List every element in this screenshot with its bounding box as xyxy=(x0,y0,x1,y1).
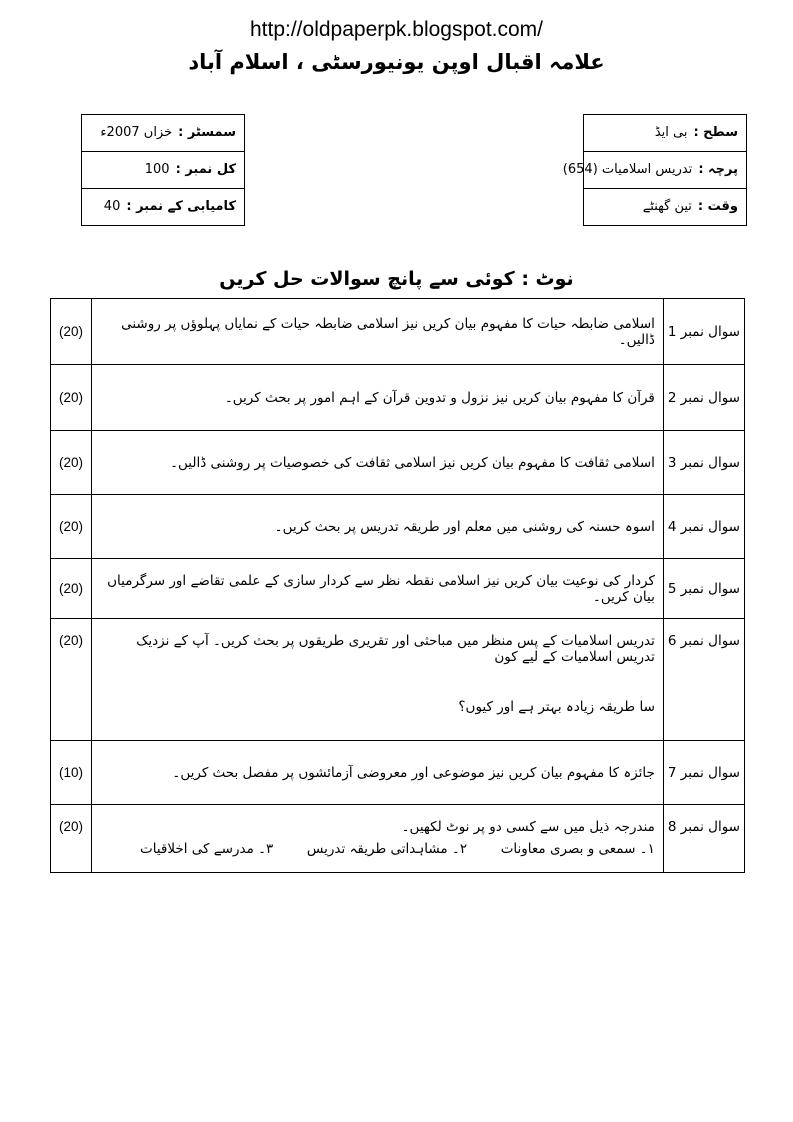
question-row xyxy=(51,741,745,805)
question-number: سوال نمبر 3 xyxy=(663,431,744,495)
time-value: تین گھنٹے xyxy=(642,199,692,214)
question-marks: (20) xyxy=(51,431,92,495)
university-name: علامہ اقبال اوپن یونیورسٹی ، اسلام آباد xyxy=(188,50,605,74)
level-label: سطح : xyxy=(693,125,738,140)
question-number: سوال نمبر 7 xyxy=(663,741,744,805)
option-item: ۲۔ مشاہداتی طریقہ تدریس xyxy=(306,841,468,857)
question-row xyxy=(51,365,745,431)
question-marks: (20) xyxy=(51,619,92,741)
question-row xyxy=(51,299,745,365)
question-marks: (20) xyxy=(51,805,92,873)
question-number: سوال نمبر 8 xyxy=(663,805,744,873)
question-marks: (10) xyxy=(51,741,92,805)
question-number: سوال نمبر 2 xyxy=(663,365,744,431)
pass-marks-value: 40 xyxy=(103,199,121,214)
question-row xyxy=(51,559,745,619)
semester-value: خزاں 2007ء xyxy=(100,125,173,140)
question-text: قرآن کا مفہوم بیان کریں نیز نزول و تدوین قرآن کے اہم امور پر بحث کریں۔ xyxy=(92,365,664,431)
time-label: وقت : xyxy=(697,199,738,214)
paper-row xyxy=(562,152,746,189)
question-marks: (20) xyxy=(51,495,92,559)
semester-label: سمسٹر : xyxy=(178,125,236,140)
time-row xyxy=(584,189,746,225)
question-number: سوال نمبر 1 xyxy=(663,299,744,365)
question-number: سوال نمبر 5 xyxy=(663,559,744,619)
question-marks: (20) xyxy=(51,365,92,431)
info-box-marks xyxy=(81,114,245,226)
blog-url: http://oldpaperpk.blogspot.com/ xyxy=(249,18,543,41)
question-marks: (20) xyxy=(51,299,92,365)
question-text: تدریس اسلامیات کے پس منظر میں مباحثی اور تقریری طریقوں پر بحث کریں۔ آپ کے نزدیک تدریس اسلامیات کے لیے کون xyxy=(136,633,655,665)
instruction-note: نوٹ : کوئی سے پانچ سوالات حل کریں xyxy=(219,268,574,290)
question-number: سوال نمبر 6 xyxy=(663,619,744,741)
question-text: کردار کی نوعیت بیان کریں نیز اسلامی نقطہ نظر سے کردار سازی کے علمی تقاضے اور سرگرمیاں بیان کریں۔ xyxy=(92,559,664,619)
level-row xyxy=(584,115,746,152)
paper-label: پرچہ : xyxy=(698,162,738,177)
info-box-course xyxy=(562,114,747,226)
question-text-cell xyxy=(92,805,664,873)
semester-row xyxy=(82,115,244,152)
level-value: بی ایڈ xyxy=(654,125,688,140)
question-row xyxy=(51,431,745,495)
total-marks-row xyxy=(82,152,244,189)
question-text-cell xyxy=(92,619,664,741)
total-marks-label: کل نمبر : xyxy=(175,162,236,177)
question-text: اسلامی ضابطہ حیات کا مفہوم بیان کریں نیز اسلامی ضابطہ حیات کے نمایاں پہلوؤں پر روشنی ڈالیں۔ xyxy=(92,299,664,365)
question-marks: (20) xyxy=(51,559,92,619)
question-text-continued: سا طریقہ زیادہ بہتر ہے اور کیوں؟ xyxy=(458,699,655,715)
question-number: سوال نمبر 4 xyxy=(663,495,744,559)
question-row xyxy=(51,619,745,741)
pass-marks-row xyxy=(82,189,244,225)
option-item: ۱۔ سمعی و بصری معاونات xyxy=(500,841,655,857)
questions-table xyxy=(50,298,745,873)
total-marks-value: 100 xyxy=(144,162,170,177)
question-text: جائزہ کا مفہوم بیان کریں نیز موضوعی اور معروضی آزمائشوں پر مفصل بحث کریں۔ xyxy=(92,741,664,805)
question-text: مندرجہ ذیل میں سے کسی دو پر نوٹ لکھیں۔ xyxy=(401,819,655,835)
option-item: ۳۔ مدرسے کی اخلاقیات xyxy=(140,841,274,857)
question-row xyxy=(51,805,745,873)
paper-value: تدریس اسلامیات (654) xyxy=(562,162,693,177)
note-options xyxy=(100,841,655,857)
question-row xyxy=(51,495,745,559)
question-text: اسوہ حسنہ کی روشنی میں معلم اور طریقہ تدریس پر بحث کریں۔ xyxy=(92,495,664,559)
pass-marks-label: کامیابی کے نمبر : xyxy=(126,199,236,214)
question-text: اسلامی ثقافت کا مفہوم بیان کریں نیز اسلامی ثقافت کی خصوصیات پر روشنی ڈالیں۔ xyxy=(92,431,664,495)
